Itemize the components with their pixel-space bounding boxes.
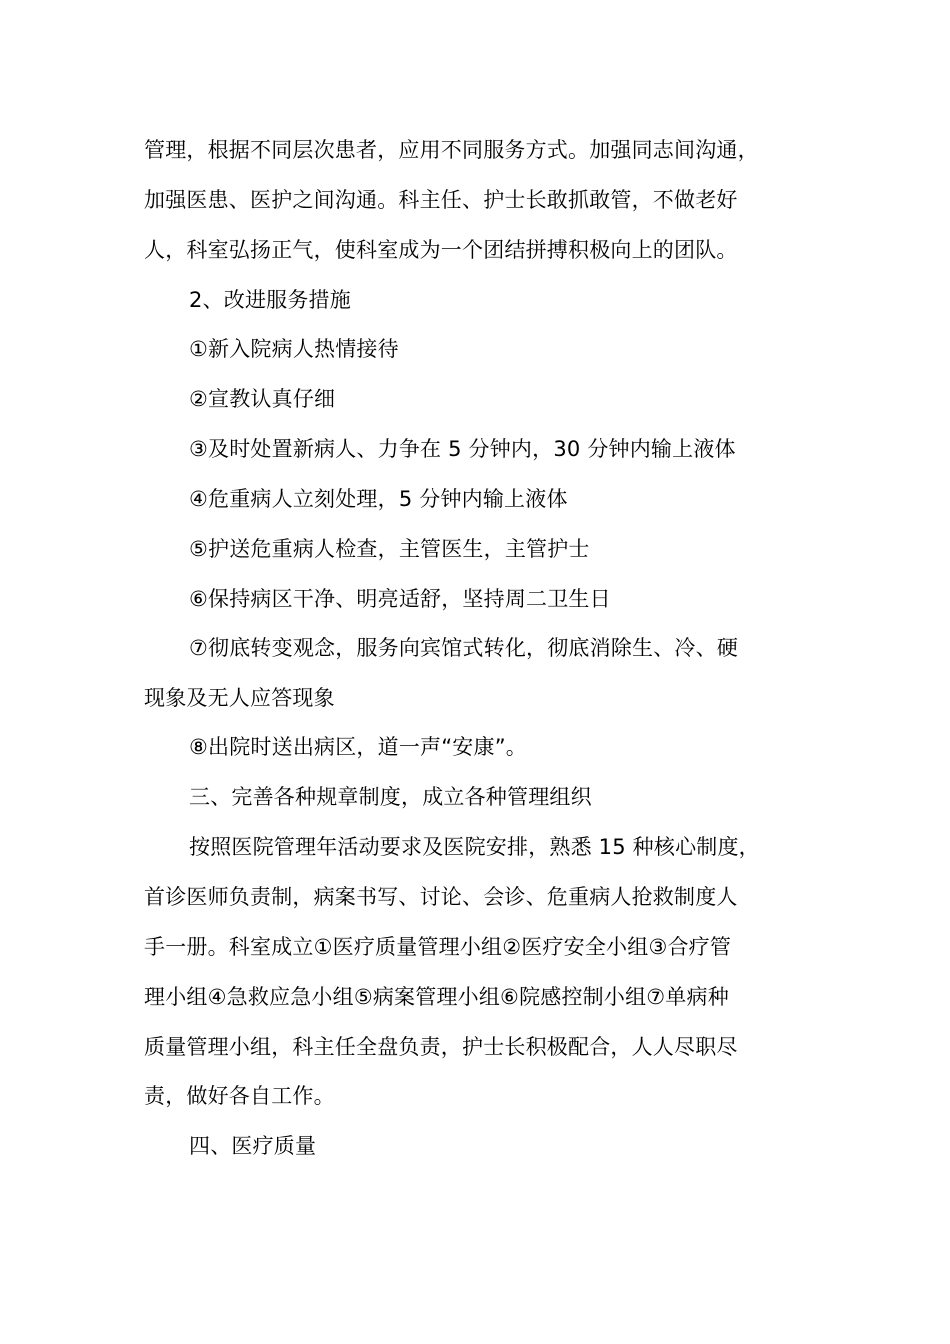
section-heading: 2、改进服务措施 <box>189 288 351 312</box>
paragraph-line: 首诊医师负责制，病案书写、讨论、会诊、危重病人抢救制度人 <box>144 885 738 909</box>
list-item: ⑧出院时送出病区，道一声“安康”。 <box>189 735 527 759</box>
paragraph-line: 质量管理小组，科主任全盘负责，护士长积极配合，人人尽职尽 <box>144 1035 738 1059</box>
paragraph-line: 手一册。科室成立①医疗质量管理小组②医疗安全小组③合疗管 <box>144 935 732 959</box>
list-item: ⑦彻底转变观念，服务向宾馆式转化，彻底消除生、冷、硬 <box>189 636 739 660</box>
list-item: ⑥保持病区干净、明亮适舒，坚持周二卫生日 <box>189 587 611 611</box>
section-heading: 三、完善各种规章制度，成立各种管理组织 <box>189 785 592 809</box>
paragraph-line: 管理，根据不同层次患者，应用不同服务方式。加强同志间沟通， <box>144 138 759 162</box>
paragraph-line: 理小组④急救应急小组⑤病案管理小组⑥院感控制小组⑦单病种 <box>144 985 729 1009</box>
list-item: ⑤护送危重病人检查，主管医生，主管护士 <box>189 537 590 561</box>
paragraph-line: 按照医院管理年活动要求及医院安排，熟悉 15 种核心制度， <box>189 835 760 859</box>
paragraph-line: 加强医患、医护之间沟通。科主任、护士长敢抓敢管，不做老好 <box>144 188 738 212</box>
list-item: ①新入院病人热情接待 <box>189 337 399 361</box>
list-item: ②宣教认真仔细 <box>189 387 336 411</box>
section-heading: 四、医疗质量 <box>189 1134 317 1158</box>
list-item: ④危重病人立刻处理，5 分钟内输上液体 <box>189 487 568 511</box>
paragraph-line: 责，做好各自工作。 <box>144 1084 335 1108</box>
list-item-continuation: 现象及无人应答现象 <box>144 686 335 710</box>
list-item: ③及时处置新病人、力争在 5 分钟内，30 分钟内输上液体 <box>189 437 736 461</box>
paragraph-line: 人，科室弘扬正气，使科室成为一个团结拼搏积极向上的团队。 <box>144 238 738 262</box>
